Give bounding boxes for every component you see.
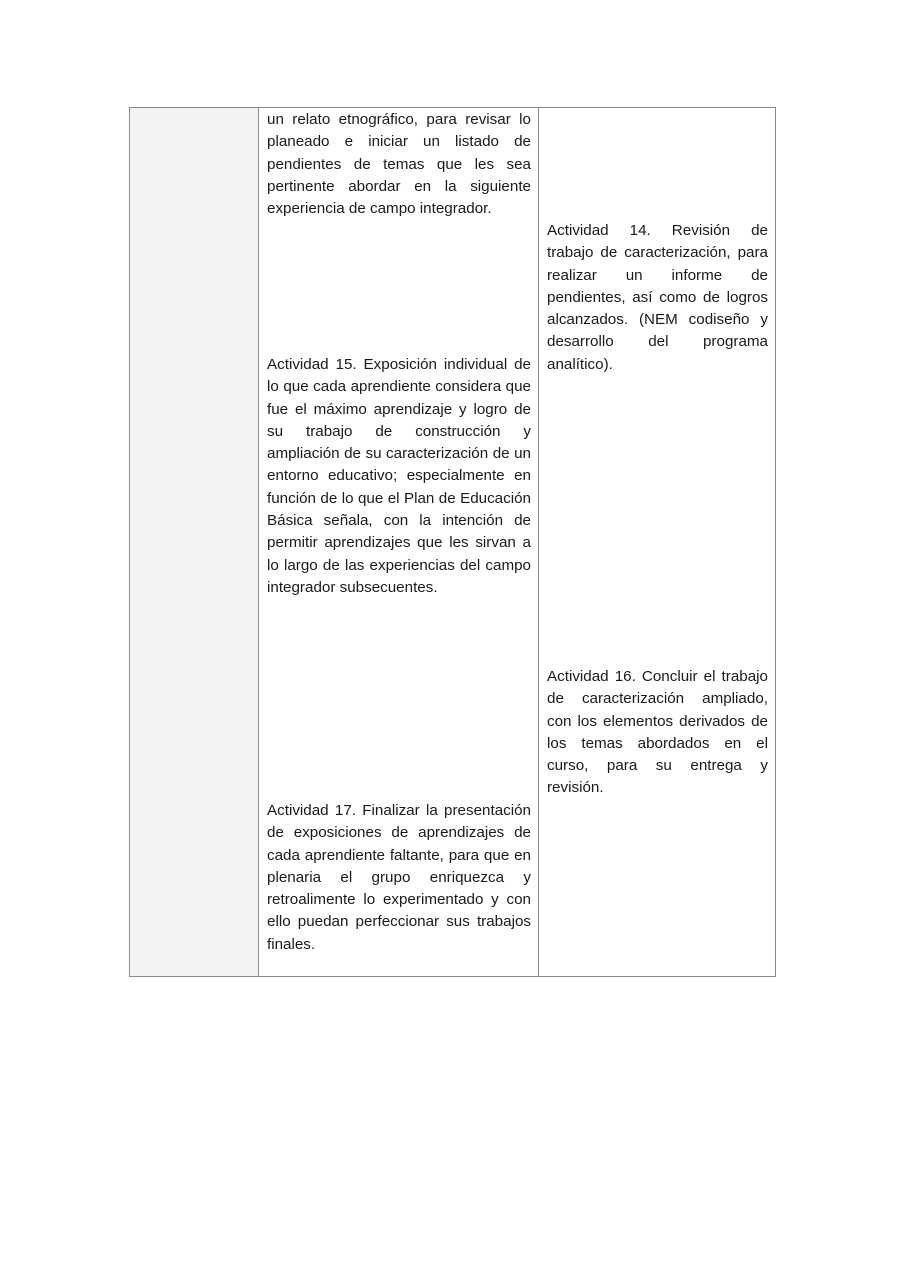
table-middle-column <box>259 108 539 976</box>
relato-paragraph: un relato etnográfico, para revisar lo planeado e iniciar un listado de pendientes de temas que les sea pertinente abordar en la siguiente experiencia de campo integrador. <box>267 111 531 218</box>
actividad-15-paragraph: Actividad 15. Exposición individual de lo que cada aprendiente considera que fue el máximo aprendizaje y logro de su trabajo de construcción y ampliación de su caracterización de un entorno educativo; especialmente en función de lo que el Plan de Educación Básica señala, con la intención de permitir aprendizajes que les sirvan a lo largo de las experiencias del campo integrador subsecuentes. <box>267 356 531 596</box>
actividad-16-paragraph: Actividad 16. Concluir el trabajo de caracterización ampliado, con los elementos derivados de los temas abordados en el curso, para su entrega y revisión. <box>547 668 768 797</box>
table-right-column <box>539 108 775 976</box>
activities-table <box>129 107 776 977</box>
actividad-14-paragraph: Actividad 14. Revisión de trabajo de caracterización, para realizar un informe de pendientes, así como de logros alcanzados. (NEM codiseño y desarrollo del programa analítico). <box>547 222 768 373</box>
table-left-column <box>130 108 259 976</box>
actividad-17-paragraph: Actividad 17. Finalizar la presentación de exposiciones de aprendizajes de cada aprendiente faltante, para que en plenaria el grupo enriquezca y retroalimente lo experimentado y con ello puedan perfeccionar sus trabajos finales. <box>267 802 531 953</box>
